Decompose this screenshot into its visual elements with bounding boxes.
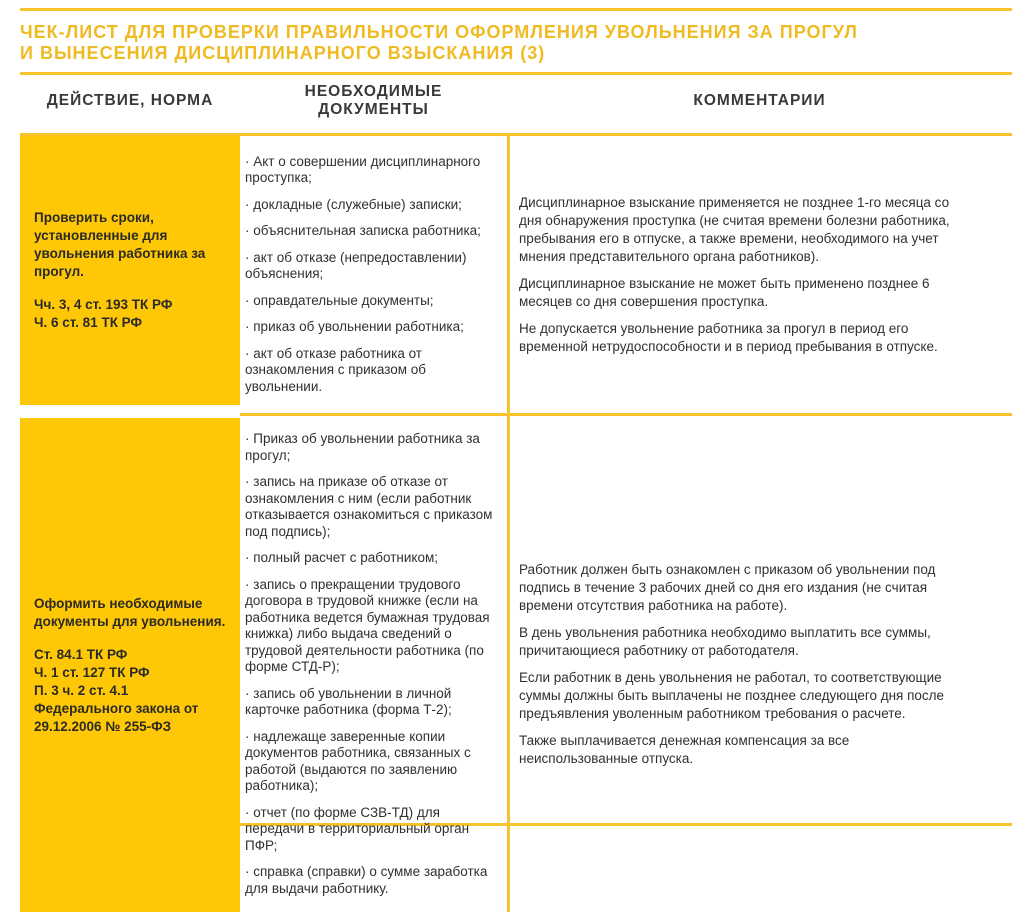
checklist-page (0, 8, 1024, 896)
page-title (20, 22, 1012, 64)
document-item: · запись о прекращении трудового договора в трудовой книжке (если на работника ведется бумажная трудовая книжка) либо выдача сведений о трудовой деятельности работника (по форме СТД-Р); (245, 577, 493, 676)
column-header-documents: НЕОБХОДИМЫЕ ДОКУМЕНТЫ (304, 83, 443, 118)
document-item: · справка (справки) о сумме заработка для выдачи работнику. (245, 864, 493, 897)
action-cell (20, 413, 240, 912)
document-item: · полный расчет с работником; (245, 550, 493, 567)
comment-paragraph: Дисциплинарное взыскание не может быть применено позднее 6 месяцев со дня совершения проступка. (519, 275, 930, 309)
document-item: · приказ об увольнении работника; (245, 319, 493, 336)
table-row-2 (20, 413, 1012, 896)
top-divider (20, 8, 1012, 11)
document-item: · отчет (по форме СЗВ-ТД) для передачи в территориальный орган ПФР; (245, 805, 493, 855)
checklist-table (20, 133, 1012, 896)
comment-paragraph: Не допускается увольнение работника за прогул в период его временной нетрудоспособности и в период пребывания в отпуске. (519, 320, 938, 354)
comment-paragraph: В день увольнения работника необходимо выплатить все суммы, причитающиеся работнику от работодателя. (519, 624, 931, 658)
norm-reference: П. 3 ч. 2 ст. 4.1 Федерального закона от 29.12.2006 № 255-ФЗ (34, 682, 199, 734)
column-header-action: ДЕЙСТВИЕ, НОРМА (46, 92, 214, 109)
document-item: · докладные (служебные) записки; (245, 197, 493, 214)
action-cell (20, 136, 240, 413)
documents-cell (240, 136, 507, 413)
page-title-line-1: ЧЕК-ЛИСТ ДЛЯ ПРОВЕРКИ ПРАВИЛЬНОСТИ ОФОРМЛЕНИЯ УВОЛЬНЕНИЯ ЗА ПРОГУЛ (20, 22, 858, 42)
norm-references (34, 296, 228, 332)
norm-reference: Ч. 1 ст. 127 ТК РФ (34, 664, 150, 680)
norm-reference: Ч. 6 ст. 81 ТК РФ (34, 315, 143, 330)
document-item: · акт об отказе (непредоставлении) объяснения; (245, 250, 493, 283)
comments-cell (507, 413, 1012, 912)
documents-cell (240, 413, 507, 912)
comment-paragraph: Если работник в день увольнения не работал, то соответствующие суммы должны быть выплачены не позднее следующего дня после предъявления уволенным работником требования о расчете. (519, 669, 945, 721)
comment-paragraph: Дисциплинарное взыскание применяется не позднее 1-го месяца со дня обнаружения проступка (не считая времени болезни работника, пребывания его в отпуске, а также времени, необходимого на учет мнения представительного органа работников). (519, 194, 950, 264)
norm-reference: Чч. 3, 4 ст. 193 ТК РФ (34, 297, 173, 312)
column-header-comments: КОММЕНТАРИИ (693, 92, 826, 109)
document-item: · запись об увольнении в личной карточке работника (форма Т-2); (245, 686, 493, 719)
document-item: · оправдательные документы; (245, 293, 493, 310)
document-item: · Акт о совершении дисциплинарного проступка; (245, 154, 493, 187)
comment-paragraph: Также выплачивается денежная компенсация за все неиспользованные отпуска. (519, 732, 850, 766)
action-text: Проверить сроки, установленные для увольнения работника за прогул. (34, 210, 206, 279)
table-row-1 (20, 136, 1012, 413)
document-item: · акт об отказе работника от ознакомления с приказом об увольнении. (245, 346, 493, 396)
document-item: · объяснительная записка работника; (245, 223, 493, 240)
action-text: Оформить необходимые документы для увольнения. (34, 595, 226, 629)
document-item: · надлежаще заверенные копии документов работника, связанных с работой (выдаются по заявлению работника); (245, 729, 493, 795)
document-item: · Приказ об увольнении работника за прогул; (245, 431, 493, 464)
page-title-line-2: И ВЫНЕСЕНИЯ ДИСЦИПЛИНАРНОГО ВЗЫСКАНИЯ (3) (20, 43, 546, 63)
table-header-row (20, 75, 1012, 133)
action-block (20, 136, 240, 405)
comment-paragraph: Работник должен быть ознакомлен с приказом об увольнении под подпись в течение 3 рабочих дней со дня его издания (не считая времени отсутствия работника на работе). (519, 561, 936, 613)
document-item: · запись на приказе об отказе от ознакомления с ним (если работник отказывается ознакомиться с приказом под подпись); (245, 474, 493, 540)
norm-reference: Ст. 84.1 ТК РФ (34, 646, 128, 662)
comments-cell (507, 136, 1012, 413)
norm-references (34, 646, 228, 736)
